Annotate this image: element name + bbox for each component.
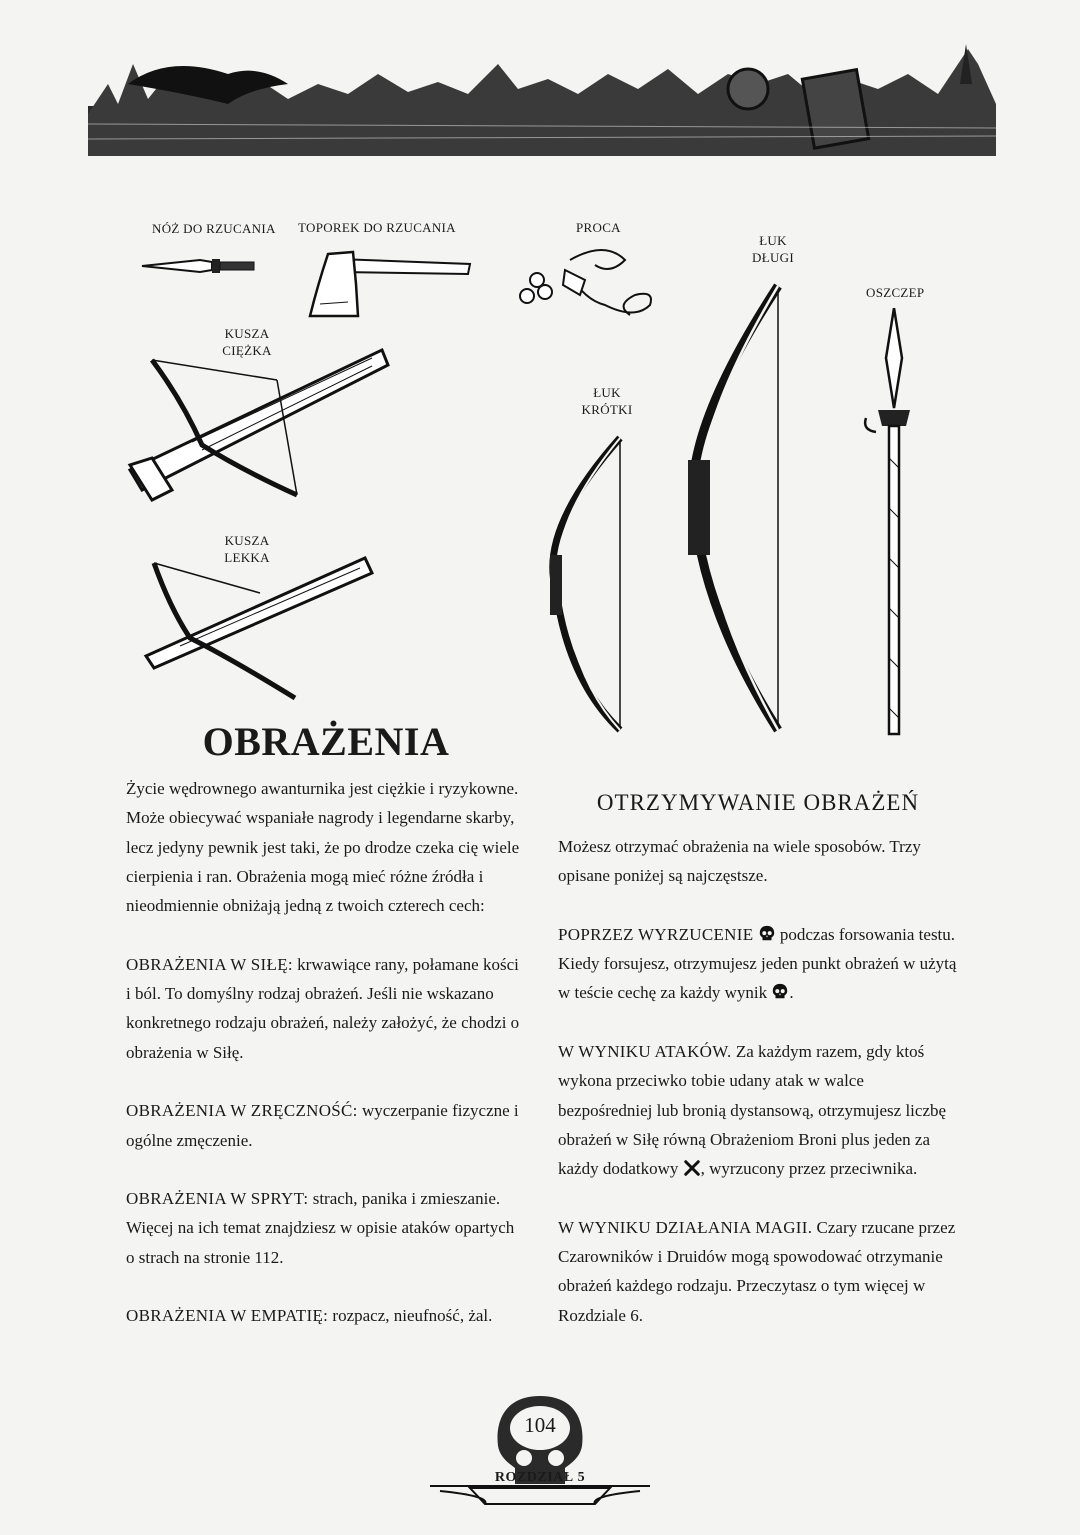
attacks-label: W WYNIKU ATAKÓW.	[558, 1042, 732, 1062]
subsection-title: OTRZYMYWANIE OBRAŻEŃ	[596, 790, 920, 815]
magic-paragraph	[558, 1213, 958, 1330]
intro-paragraph: Życie wędrownego awanturnika jest ciężkie i ryzykowne. Może obiecywać wspaniałe nagrody i legendarne skarby, lecz jedyny pewnik jest taki, że po drodze czeka cię wiele cierpienia i ran. Obrażenia mogą mieć różne źródła i nieodmiennie obniżają jedną z twoich czterech cech:	[126, 779, 520, 916]
light-crossbow-icon	[140, 548, 376, 704]
pushing-text-b: .	[789, 983, 794, 1003]
label-luk-dlugi-line2: DŁUGI	[752, 250, 794, 265]
label-kusza-ciezka-line2: CIĘŻKA	[222, 343, 272, 358]
label-luk-krotki-line1: ŁUK	[593, 385, 621, 400]
long-bow-icon	[682, 280, 786, 736]
damage-empathy-text: rozpacz, nieufność, żal.	[328, 1306, 493, 1326]
label-kusza-ciezka-line1: KUSZA	[224, 326, 270, 341]
label-luk-dlugi	[748, 232, 798, 266]
damage-wits-paragraph	[126, 1184, 526, 1272]
attacks-paragraph	[558, 1037, 958, 1183]
section-title: OBRAŻENIA	[202, 719, 450, 764]
skull-icon	[758, 925, 776, 943]
crossed-swords-icon	[683, 1159, 701, 1177]
pushing-paragraph	[558, 920, 958, 1008]
heavy-crossbow-icon	[122, 340, 394, 510]
label-proca: PROCA	[576, 220, 621, 235]
damage-wits-label: OBRAŻENIA W SPRYT:	[126, 1189, 309, 1209]
left-column	[126, 774, 526, 1331]
damage-strength-paragraph	[126, 950, 526, 1067]
subsection-intro: Możesz otrzymać obrażenia na wiele sposobów. Trzy opisane poniżej są najczęstsze.	[558, 837, 921, 886]
damage-empathy-label: OBRAŻENIA W EMPATIĘ:	[126, 1306, 329, 1326]
sling-icon	[515, 240, 665, 334]
damage-agility-label: OBRAŻENIA W ZRĘCZNOŚĆ:	[126, 1101, 358, 1121]
label-luk-krotki-line2: KRÓTKI	[581, 402, 633, 417]
damage-agility-text: wyczerpanie fizyczne i ogólne zmęczenie.	[126, 1101, 519, 1150]
attacks-text-a: Za każdym razem, gdy ktoś wykona przeciwko tobie udany atak w walce bezpośredniej lub bronią dystansową, otrzymujesz liczbę obrażeń w Siłę równą Obrażeniom Broni plus jeden za każdy dodatkowy	[558, 1042, 947, 1179]
pushing-label: POPRZEZ WYRZUCENIE	[558, 924, 754, 944]
label-luk-krotki	[578, 384, 636, 418]
damage-empathy-paragraph	[126, 1301, 526, 1330]
damage-strength-text: krwawiące rany, połamane kości i ból. To domyślny rodzaj obrażeń. Jeśli nie wskazano konkretnego rodzaju obrażeń, należy założyć, że chodzi o obrażenia w Siłę.	[126, 954, 520, 1062]
throwing-knife-icon	[140, 254, 260, 278]
chapter-label: ROZDZIAŁ 5	[494, 1470, 586, 1485]
label-kusza-lekka-line1: KUSZA	[224, 533, 270, 548]
label-oszczep: OSZCZEP	[866, 285, 925, 300]
label-noz-do-rzucania: NÓŻ DO RZUCANIA	[152, 221, 276, 236]
throwing-axe-icon	[308, 244, 478, 324]
fantasy-landscape-banner-icon	[88, 44, 996, 164]
label-luk-dlugi-line1: ŁUK	[759, 233, 787, 248]
magic-text: Czary rzucane przez Czarowników i Druidów mogą spowodować otrzymanie obrażeń każdego rodzaju. Przeczytasz o tym więcej w Rozdziale 6.	[558, 1217, 956, 1325]
pushing-text-a: podczas forsowania testu. Kiedy forsujesz, otrzymujesz jeden punkt obrażeń w użytą w teście cechę za każdy wynik	[558, 924, 957, 1003]
damage-wits-text: strach, panika i zmieszanie. Więcej na ich temat znajdziesz w opisie ataków opartych o strach na stronie 112.	[126, 1189, 515, 1267]
label-toporek-do-rzucania: TOPOREK DO RZUCANIA	[298, 220, 456, 235]
right-column	[558, 832, 958, 1330]
attacks-text-b: , wyrzucony przez przeciwnika.	[700, 1159, 918, 1179]
short-bow-icon	[548, 430, 628, 738]
spear-icon	[858, 308, 918, 738]
label-kusza-lekka-line2: LEKKA	[224, 550, 270, 565]
page-number: 104	[524, 1413, 556, 1437]
magic-label: W WYNIKU DZIAŁANIA MAGII.	[558, 1217, 813, 1237]
skull-icon	[771, 983, 789, 1001]
damage-strength-label: OBRAŻENIA W SIŁĘ:	[126, 954, 293, 974]
damage-agility-paragraph	[126, 1096, 526, 1155]
